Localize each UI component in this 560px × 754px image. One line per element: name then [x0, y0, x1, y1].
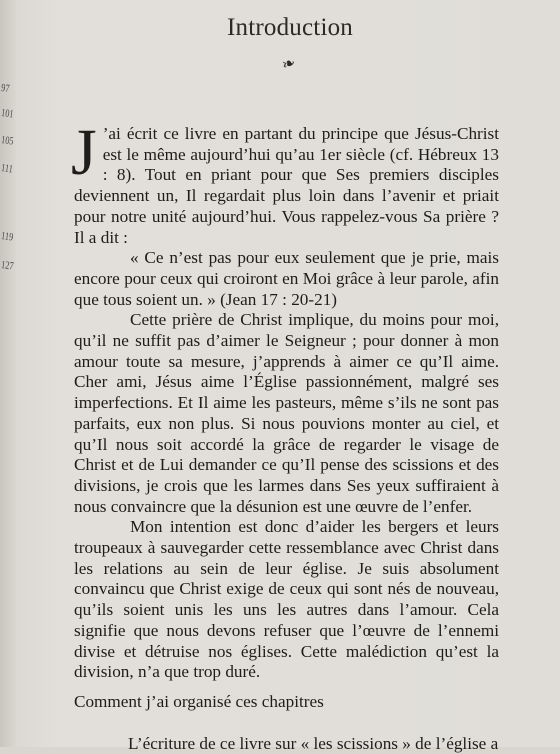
- ornament-icon: ❧: [279, 54, 299, 75]
- margin-number: 127: [0, 259, 15, 273]
- page-title: Introduction: [227, 14, 353, 41]
- paragraph-3: Mon intention est donc d’aider les bergers et leurs troupeaux à sauvegarder cette ressemblance avec Christ dans les relations au sein de leur église. Je suis absolument convaincu que Christ exige de ceux qui sont nés de nouveau, qu’ils soient unis les uns les autres dans l’amour. Cela signifie que nous devons refuser que l’œuvre de l’ennemi divise et détruise nos églises. Cette malédiction qu’est la division, n’a que trop duré.: [74, 517, 499, 682]
- margin-number: 119: [0, 230, 14, 244]
- first-paragraph: [71, 116, 499, 248]
- truncated-line: L’écriture de ce livre sur « les scissions » de l’église a: [128, 734, 499, 753]
- margin-number: 111: [0, 162, 14, 176]
- quote-paragraph: « Ce n’est pas pour eux seulement que je prie, mais encore pour ceux qui croiront en Moi grâce à leur parole, afin que tous soient un. » (Jean 17 : 20-21): [74, 248, 499, 309]
- margin-number: 97: [0, 82, 11, 96]
- margin-number: 105: [0, 134, 15, 148]
- drop-cap: J: [71, 116, 97, 189]
- body-text: [71, 116, 499, 683]
- paragraph-2: Cette prière de Christ implique, du moins pour moi, qu’il ne suffit pas d’aimer le Seigneur ; pour donner à mon amour toute sa mesure, j’apprends à aimer ce qu’Il aime. Cher ami, Jésus aime l’Église passionnément, malgré ses imperfections. Et Il aime les pasteurs, même s’ils ne sont pas parfaits, eux non plus. Si nous pouvions monter au ciel, et qu’Il nous soit accordé la grâce de regarder le visage de Christ et de Lui demander ce qu’Il pense des scissions et des divisions, je crois que les larmes dans Ses yeux suffiraient à nous convaincre que la désunion est une œuvre de l’enfer.: [74, 310, 499, 516]
- section-heading: Comment j’ai organisé ces chapitres: [74, 692, 324, 711]
- margin-number: 101: [0, 107, 15, 121]
- first-paragraph-text: ’ai écrit ce livre en partant du principe que Jésus-Christ est le même aujourd’hui qu’au 1er siècle (cf. Hébreux 13 : 8). Tout en priant pour que Ses premiers disciples deviennent un, Il regardait plus loin dans l’avenir et priait pour notre unité aujourd’hui. Vous rappelez-vous Sa prière ? Il a dit :: [74, 124, 499, 247]
